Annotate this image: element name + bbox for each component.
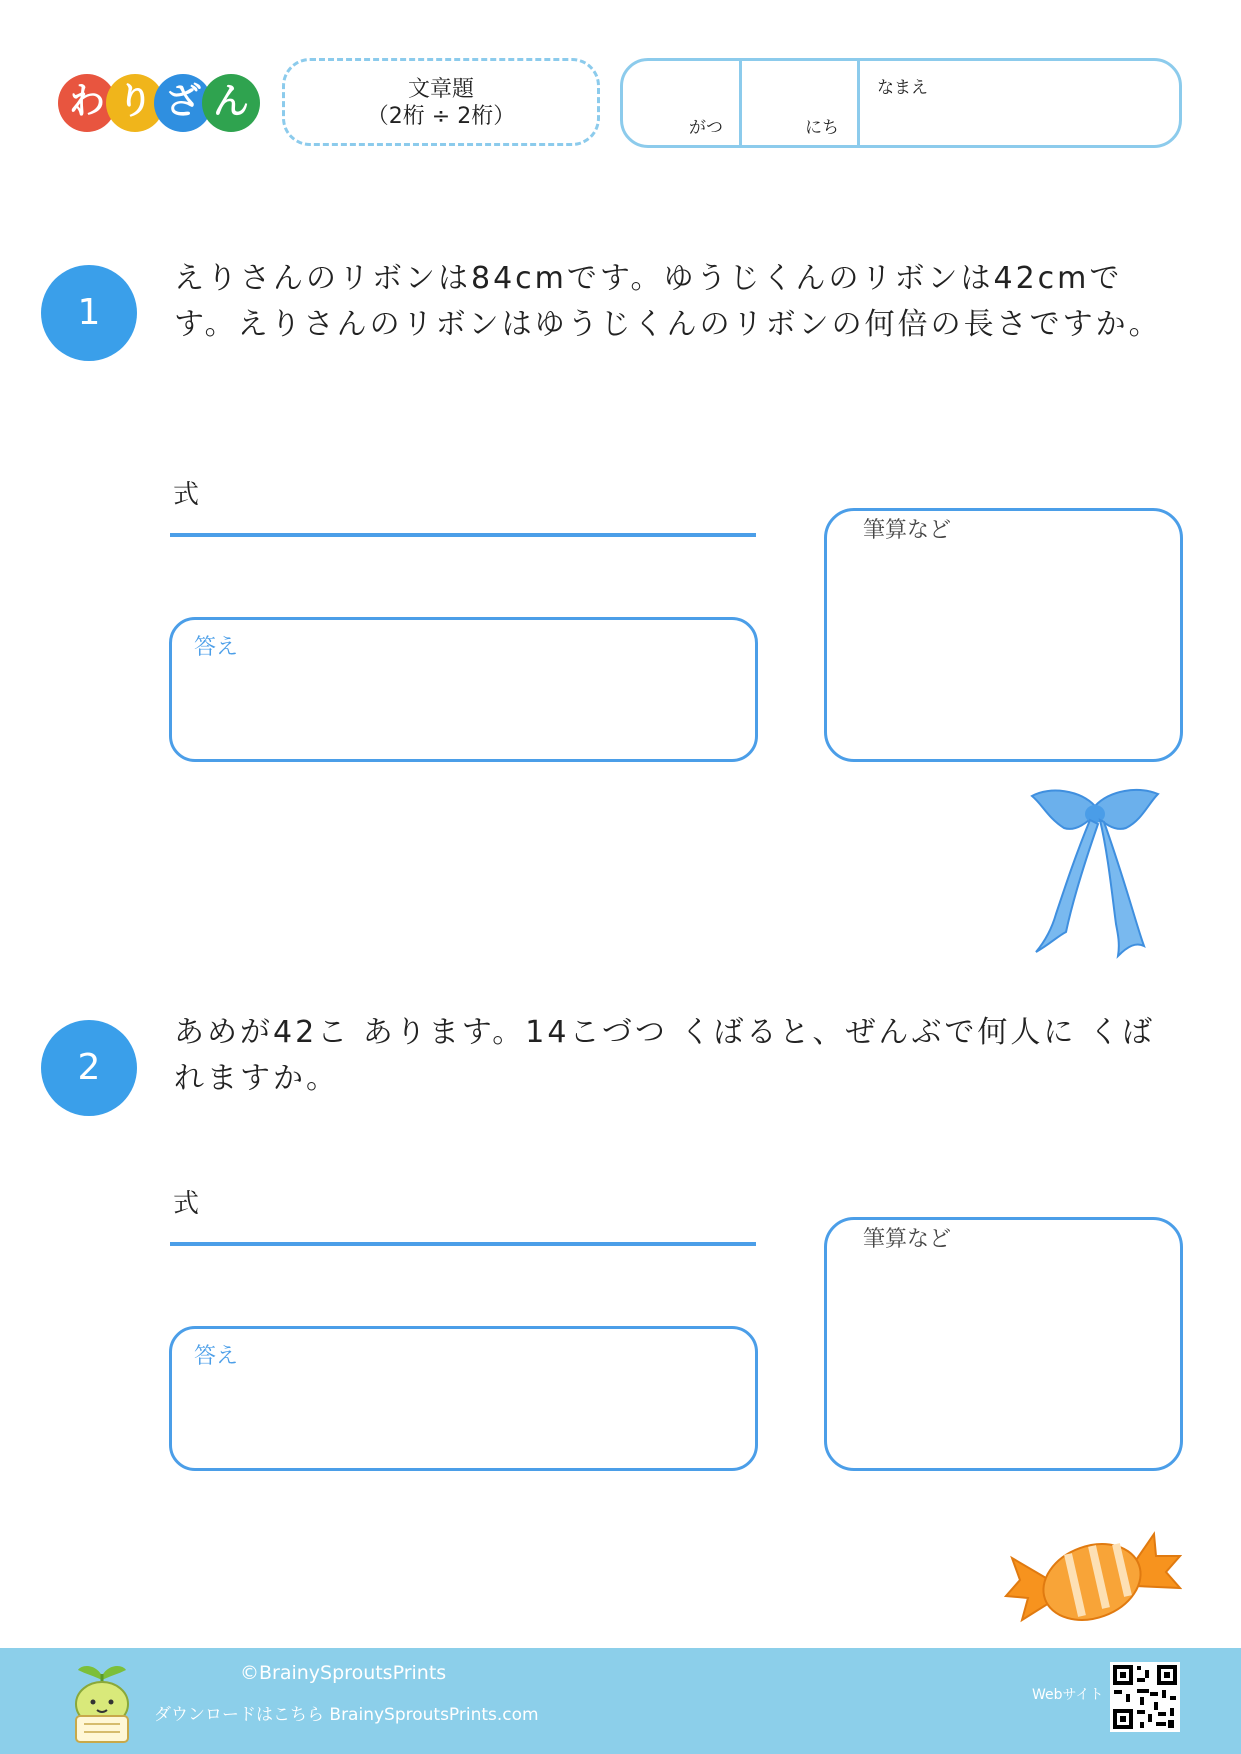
question-text-1: えりさんのリボンは84cmです。ゆうじくんのリボンは42cmです。えりさんのリボンはゆうじくんのリボンの何倍の長さですか。 [174, 261, 1162, 342]
copyright-text: ©BrainySproutsPrints [240, 1662, 447, 1684]
divider [857, 61, 860, 145]
footer [0, 1648, 1241, 1754]
question-number-2: 2 [41, 1020, 137, 1116]
answer-box-1[interactable] [169, 617, 758, 762]
name-label: なまえ [877, 78, 928, 98]
question-number-1: 1 [41, 265, 137, 361]
day-label: にち [805, 118, 839, 138]
work-box-2[interactable] [824, 1217, 1183, 1471]
month-label: がつ [689, 118, 723, 138]
worksheet-title [282, 58, 600, 146]
answer-box-2[interactable] [169, 1326, 758, 1471]
formula-line-1 [170, 533, 756, 537]
sprout-mascot-icon [70, 1662, 134, 1744]
download-link[interactable]: ダウンロードはこちら BrainySproutsPrints.com [154, 1705, 539, 1725]
logo [58, 74, 268, 134]
answer-label-1: 答え [194, 635, 239, 660]
logo-char-n: ん [202, 74, 260, 132]
logo-char-wa: わ [58, 74, 116, 132]
ribbon-bow-icon [1020, 784, 1170, 960]
divider [739, 61, 742, 145]
title-line-2: （2桁 ÷ 2桁） [366, 104, 516, 129]
title-line-1: 文章題 [407, 77, 474, 102]
logo-char-za: ざ [154, 74, 212, 132]
work-box-1[interactable] [824, 508, 1183, 762]
formula-label-1: 式 [173, 480, 200, 510]
work-label-1: 筆算など [863, 518, 952, 543]
formula-label-2: 式 [173, 1189, 200, 1219]
logo-char-ri: り [106, 74, 164, 132]
work-label-2: 筆算など [863, 1227, 952, 1252]
date-name-box [620, 58, 1182, 148]
qr-code-icon[interactable] [1110, 1662, 1180, 1732]
question-text-2: あめが42こ あります。14こづつ くばると、ぜんぶで何人に くばれますか。 [174, 1015, 1155, 1096]
answer-label-2: 答え [194, 1344, 239, 1369]
website-label: Webサイト [1032, 1687, 1104, 1703]
wrapped-candy-icon [1004, 1516, 1182, 1646]
formula-line-2 [170, 1242, 756, 1246]
